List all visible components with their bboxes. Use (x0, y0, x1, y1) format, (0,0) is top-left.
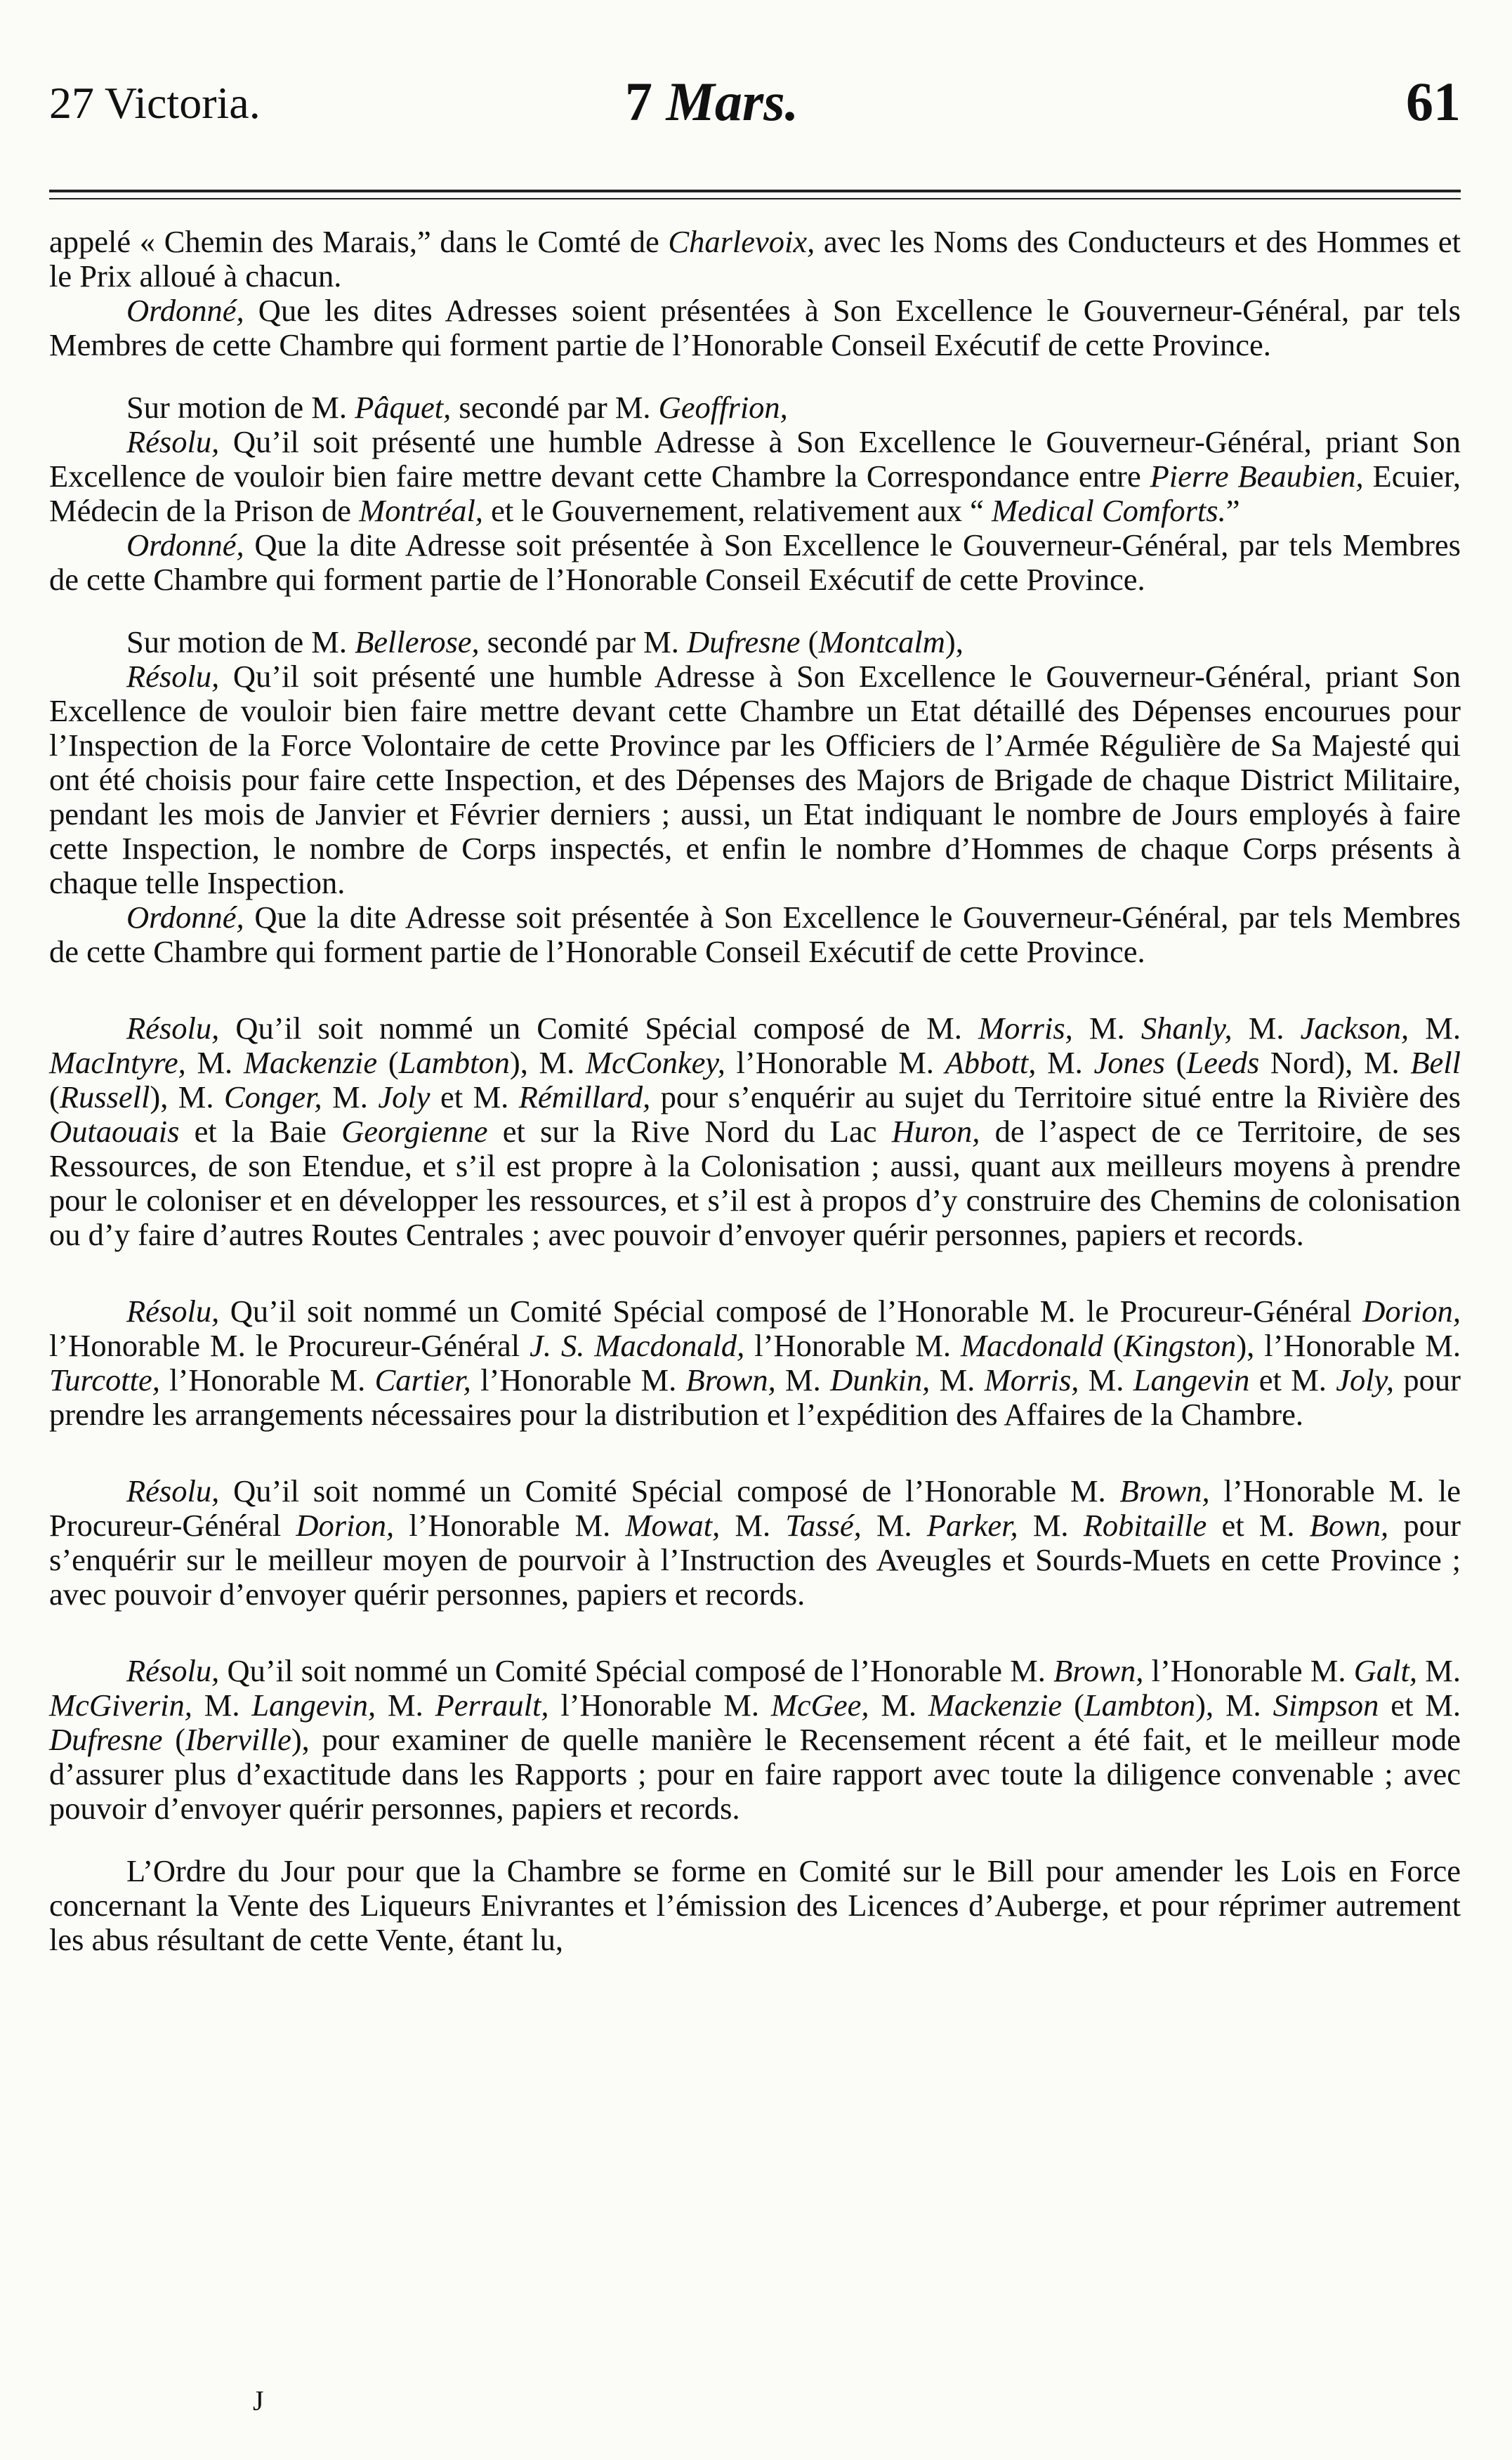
italic-text-run: Charlevoix, (668, 224, 815, 259)
text-run: L’Ordre du Jour pour que la Chambre se forme en Comité sur le Bill pour amender les Lois en Force concernant la Vente des Liqueurs Enivrantes et l’émission des Licences d’Auberge, et pour réprimer autrement les abus résultant de cette Vente, étant lu, (49, 1853, 1461, 1957)
italic-text-run: McConkey, (585, 1045, 725, 1080)
paragraph (49, 1654, 1461, 1826)
italic-text-run: Résolu, (126, 1011, 220, 1046)
paragraph (49, 625, 1461, 659)
text-run: M. (1417, 1653, 1461, 1688)
italic-text-run: Morris, (984, 1362, 1079, 1397)
text-run: avec les Noms des Conducteurs et des Hommes et le Prix alloué à chacun. (49, 224, 1461, 294)
text-run: Sur motion de M. (126, 390, 355, 425)
text-run: Nord), M. (1259, 1045, 1411, 1080)
text-run: ), (945, 624, 964, 659)
paragraph (49, 294, 1461, 362)
text-run: M. (185, 1045, 244, 1080)
text-run: M. (376, 1688, 435, 1723)
text-run: pour prendre les arrangements nécessaires pour la distribution et l’expédition des Affaires de la Chambre. (49, 1362, 1461, 1432)
italic-text-run: McGee, (770, 1688, 869, 1723)
italic-text-run: Montcalm (818, 624, 945, 659)
text-run: M. (861, 1508, 927, 1543)
italic-text-run: Ordonné, (126, 527, 244, 563)
paragraph (49, 1294, 1461, 1432)
document-body (49, 225, 1461, 1957)
text-run: M. (322, 1079, 379, 1114)
italic-text-run: Mackenzie (928, 1688, 1063, 1723)
italic-text-run: Bellerose, (355, 624, 480, 659)
paragraph (49, 659, 1461, 900)
text-run: M. (720, 1508, 786, 1543)
text-run: l’Honorable M. (471, 1362, 686, 1397)
text-run: Que la dite Adresse soit présentée à Son Excellence le Gouverneur-Général, par tels Membres de cette Chambre qui forment partie de l’Honorable Conseil Exécutif de cette Province. (49, 900, 1461, 969)
italic-text-run: Geoffrion, (658, 390, 788, 425)
italic-text-run: Dorion, (296, 1508, 395, 1543)
paragraph (49, 225, 1461, 294)
text-run: Qu’il soit présenté une humble Adresse à Son Excellence le Gouverneur-Général, priant Son Excellence de vouloir bien faire mettre devant cette Chambre la Correspondance entre (49, 424, 1461, 494)
paragraph (49, 425, 1461, 528)
italic-text-run: Huron, (891, 1114, 980, 1149)
text-run: M. (1409, 1011, 1461, 1046)
text-run: M. (1232, 1011, 1301, 1046)
italic-text-run: Kingston (1123, 1328, 1237, 1363)
paragraph (49, 1011, 1461, 1252)
italic-text-run: Ordonné, (126, 900, 244, 935)
italic-text-run: Pâquet, (355, 390, 452, 425)
italic-text-run: Résolu, (126, 424, 220, 459)
italic-text-run: Cartier, (374, 1362, 471, 1397)
italic-text-run: Perrault, (435, 1688, 549, 1723)
text-run: Qu’il soit nommé un Comité Spécial composé de M. (219, 1011, 979, 1046)
italic-text-run: Résolu, (126, 659, 220, 694)
text-run: l’Honorable M. (1143, 1653, 1354, 1688)
italic-text-run: Brown, (1119, 1473, 1210, 1508)
italic-text-run: Brown, (1053, 1653, 1144, 1688)
italic-text-run: Résolu, (126, 1653, 220, 1688)
text-run: ( (1062, 1688, 1084, 1723)
text-run: et le Gouvernement, relativement aux “ (482, 493, 992, 528)
text-run: l’Honorable M. (725, 1045, 945, 1080)
italic-text-run: J. S. Macdonald, (530, 1328, 745, 1363)
italic-text-run: Morris, (978, 1011, 1073, 1046)
italic-text-run: Georgienne (341, 1114, 488, 1149)
text-run: ( (1103, 1328, 1124, 1363)
text-run: ( (377, 1045, 399, 1080)
paragraph (49, 528, 1461, 597)
italic-text-run: Medical Comforts. (992, 493, 1226, 528)
text-run: ), M. (509, 1045, 586, 1080)
italic-text-run: Rémillard, (518, 1079, 651, 1114)
italic-text-run: McGiverin, (49, 1688, 192, 1723)
italic-text-run: Ordonné, (126, 293, 244, 328)
text-run: ), M. (1195, 1688, 1273, 1723)
text-run: de l’aspect de ce Territoire, de ses Ressources, de son Etendue, et s’il est propre à la Colonisation ; aussi, quant aux meilleurs moyens à prendre pour le coloniser et en développer les ressources, et s’il est à propos d’y construire des Chemins de colonisation ou d’y faire d’autres Routes Centrales ; avec pouvoir d’envoyer quérir personnes, papiers et records. (49, 1114, 1461, 1252)
text-run: Qu’il soit nommé un Comité Spécial composé de l’Honorable M. le Procureur-Général (219, 1294, 1363, 1329)
text-run: pour s’enquérir sur le meilleur moyen de pourvoir à l’Instruction des Aveugles et Sourds-Muets en cette Province ; avec pouvoir d’envoyer quérir personnes, papiers et records. (49, 1508, 1461, 1612)
signature-mark: J (253, 2385, 264, 2416)
text-run: l’Honorable M. le Procureur-Général (49, 1328, 530, 1363)
text-run: Qu’il soit nommé un Comité Spécial composé de l’Honorable M. (219, 1473, 1120, 1508)
text-run: et la Baie (179, 1114, 342, 1149)
text-run: ( (800, 624, 819, 659)
italic-text-run: Leeds (1186, 1045, 1260, 1080)
text-run: appelé « Chemin des Marais,” dans le Comté de (49, 224, 669, 259)
paragraph (49, 1474, 1461, 1612)
italic-text-run: Lambton (1084, 1688, 1196, 1723)
italic-text-run: Abbott, (945, 1045, 1037, 1080)
italic-text-run: Jackson, (1300, 1011, 1409, 1046)
text-run: l’Honorable M. (394, 1508, 626, 1543)
italic-text-run: MacIntyre, (49, 1045, 186, 1080)
text-run: ( (49, 1079, 60, 1114)
text-run: l’Honorable M. (548, 1688, 771, 1723)
italic-text-run: Dufresne (49, 1722, 163, 1757)
text-run: M. (869, 1688, 928, 1723)
italic-text-run: Russell (59, 1079, 150, 1114)
italic-text-run: Tassé, (785, 1508, 862, 1543)
italic-text-run: Shanly, (1140, 1011, 1232, 1046)
italic-text-run: Conger, (223, 1079, 322, 1114)
text-run: ( (1164, 1045, 1187, 1080)
text-run: et M. (1207, 1508, 1310, 1543)
italic-text-run: Joly (378, 1079, 430, 1114)
text-run: Que les dites Adresses soient présentées à Son Excellence le Gouverneur-Général, par tels Membres de cette Chambre qui forment partie de l’Honorable Conseil Exécutif de cette Province. (49, 293, 1461, 362)
text-run: l’Honorable M. (744, 1328, 961, 1363)
text-run: Qu’il soit présenté une humble Adresse à Son Excellence le Gouverneur-Général, priant Son Excellence de vouloir bien faire mettre devant cette Chambre un Etat détaillé des Dépenses encourues pour l’Inspection de la Force Volontaire de cette Province par les Officiers de l’Armée Régulière de Sa Majesté qui ont été choisis pour faire cette Inspection, et des Dépenses des Majors de Brigade de chaque District Militaire, pendant les mois de Janvier et Février derniers ; aussi, un Etat indiquant le nombre de Jours employés à faire cette Inspection, le nombre de Corps inspectés, et enfin le nombre d’Hommes de chaque Corps présents à chaque telle Inspection. (49, 659, 1461, 900)
text-run: ), M. (150, 1079, 224, 1114)
text-run: Que la dite Adresse soit présentée à Son Excellence le Gouverneur-Général, par tels Membres de cette Chambre qui forment partie de l’Honorable Conseil Exécutif de cette Province. (49, 527, 1461, 597)
italic-text-run: Jones (1093, 1045, 1165, 1080)
italic-text-run: Simpson (1273, 1688, 1379, 1723)
italic-text-run: Outaouais (49, 1114, 180, 1149)
text-run: ), pour examiner de quelle manière le Recensement récent a été fait, et le meilleur mode d’assurer plus d’exactitude dans les Rapports ; pour en faire rapport avec toute la diligence convenable ; avec pouvoir d’envoyer quérir personnes, papiers et records. (49, 1722, 1461, 1826)
italic-text-run: Montréal, (359, 493, 483, 528)
text-run: M. (1036, 1045, 1094, 1080)
text-run: ), l’Honorable M. (1236, 1328, 1461, 1363)
italic-text-run: Langevin (1133, 1362, 1250, 1397)
text-run: Qu’il soit nommé un Comité Spécial composé de l’Honorable M. (219, 1653, 1054, 1688)
italic-text-run: Galt, (1353, 1653, 1418, 1688)
italic-text-run: Dufresne (686, 624, 801, 659)
text-run: M. (1079, 1362, 1133, 1397)
text-run: M. (1072, 1011, 1141, 1046)
text-run: M. (1018, 1508, 1084, 1543)
text-run: et M. (1249, 1362, 1336, 1397)
italic-text-run: Dunkin, (830, 1362, 931, 1397)
text-run: et sur la Rive Nord du Lac (487, 1114, 892, 1149)
italic-text-run: Mackenzie (243, 1045, 378, 1080)
text-run: l’Honorable M. (159, 1362, 375, 1397)
text-run: ” (1225, 493, 1240, 528)
session-label: 27 Victoria. (49, 78, 261, 128)
date-month: Mars. (666, 71, 799, 132)
text-run: l’Honorable M. le Procureur-Général (49, 1473, 1461, 1543)
italic-text-run: Mowat, (625, 1508, 721, 1543)
italic-text-run: Robitaille (1083, 1508, 1207, 1543)
page-number: 61 (1406, 71, 1461, 132)
italic-text-run: Lambton (398, 1045, 510, 1080)
italic-text-run: Dorion, (1362, 1294, 1461, 1329)
italic-text-run: Turcotte, (49, 1362, 160, 1397)
italic-text-run: Macdonald (961, 1328, 1103, 1363)
date-day: 7 (625, 71, 652, 132)
text-run: et M. (1379, 1688, 1461, 1723)
paragraph (49, 900, 1461, 969)
text-run: pour s’enquérir au sujet du Territoire situé entre la Rivière des (650, 1079, 1461, 1114)
text-run: M. (192, 1688, 252, 1723)
text-run: ( (162, 1722, 186, 1757)
italic-text-run: Parker, (926, 1508, 1018, 1543)
text-run: Sur motion de M. (126, 624, 355, 659)
text-run: et M. (430, 1079, 519, 1114)
text-run: Ecuier, Médecin de la Prison de (49, 459, 1461, 528)
italic-text-run: Joly, (1336, 1362, 1395, 1397)
text-run: M. (930, 1362, 985, 1397)
italic-text-run: Résolu, (126, 1473, 220, 1508)
text-run: secondé par M. (479, 624, 687, 659)
italic-text-run: Résolu, (126, 1294, 220, 1329)
paragraph (49, 1854, 1461, 1957)
italic-text-run: Langevin, (251, 1688, 376, 1723)
text-run: secondé par M. (451, 390, 659, 425)
text-run: M. (775, 1362, 831, 1397)
italic-text-run: Iberville (185, 1722, 291, 1757)
page-header (49, 70, 1461, 147)
paragraph (49, 390, 1461, 425)
italic-text-run: Bown, (1309, 1508, 1389, 1543)
date-heading (625, 70, 798, 133)
italic-text-run: Pierre Beaubien, (1150, 459, 1364, 494)
header-rule (49, 190, 1461, 199)
italic-text-run: Bell (1410, 1045, 1461, 1080)
italic-text-run: Brown, (685, 1362, 776, 1397)
